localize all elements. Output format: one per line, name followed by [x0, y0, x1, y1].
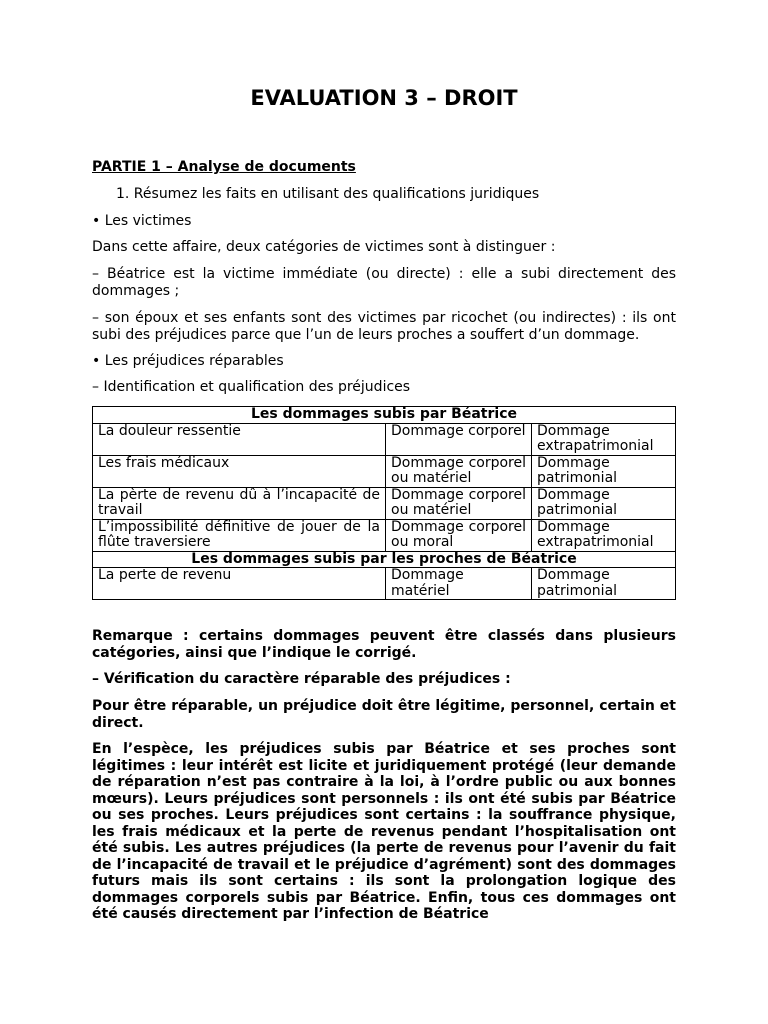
victims-bullet: • Les victimes: [92, 213, 192, 229]
type-b-cell: Dommage patrimonial: [532, 487, 676, 519]
type-a-cell: Dommage matériel: [386, 568, 532, 600]
table-row: [93, 568, 676, 600]
table-row: [93, 455, 676, 487]
type-a-cell: Dommage corporel: [386, 423, 532, 455]
document-title: EVALUATION 3 – DROIT: [250, 86, 518, 110]
type-a-cell: Dommage corporel ou moral: [386, 519, 532, 551]
table-row: [93, 423, 676, 455]
victim-direct: – Béatrice est la victime immédiate (ou directe) : elle a subi directement des dommages ;: [92, 266, 676, 299]
rule-paragraph: Pour être réparable, un préjudice doit être légitime, personnel, certain et direct.: [92, 698, 676, 731]
type-b-cell: Dommage extrapatrimonial: [532, 423, 676, 455]
damage-cell: Les frais médicaux: [93, 455, 386, 487]
type-a-cell: Dommage corporel ou matériel: [386, 487, 532, 519]
prejudices-subheading: – Identification et qualification des préjudices: [92, 379, 411, 395]
damage-cell: L’impossibilité définitive de jouer de la flûte traversiere: [93, 519, 386, 551]
part1-heading: PARTIE 1 – Analyse de documents: [92, 159, 356, 175]
type-b-cell: Dommage patrimonial: [532, 455, 676, 487]
prejudices-bullet: • Les préjudices réparables: [92, 353, 284, 369]
table-row: [93, 519, 676, 551]
type-b-cell: Dommage patrimonial: [532, 568, 676, 600]
verification-heading: – Vérification du caractère réparable des préjudices :: [92, 671, 511, 687]
damage-cell: La pèrte de revenu dû à l’incapacité de travail: [93, 487, 386, 519]
type-b-cell: Dommage extrapatrimonial: [532, 519, 676, 551]
victims-intro: Dans cette affaire, deux catégories de victimes sont à distinguer :: [92, 239, 556, 255]
question-1: 1. Résumez les faits en utilisant des qualifications juridiques: [116, 186, 540, 202]
table-row: [93, 487, 676, 519]
table-header-proches: Les dommages subis par les proches de Béatrice: [93, 551, 676, 568]
damage-cell: La douleur ressentie: [93, 423, 386, 455]
damages-table: [92, 406, 676, 600]
remark-paragraph: Remarque : certains dommages peuvent être classés dans plusieurs catégories, ainsi que l’indique le corrigé.: [92, 628, 676, 661]
table-header-row: [93, 407, 676, 424]
type-a-cell: Dommage corporel ou matériel: [386, 455, 532, 487]
table-header-beatrice: Les dommages subis par Béatrice: [93, 407, 676, 424]
damage-cell: La perte de revenu: [93, 568, 386, 600]
application-paragraph: En l’espèce, les préjudices subis par Béatrice et ses proches sont légitimes : leur intérêt est licite et juridiquement protégé (leur demande de réparation n’est pas contraire à la loi, à l’ordre public ou aux bonnes mœurs). Leurs préjudices sont personnels : ils ont été subis par Béatrice ou ses proches. Leurs préjudices sont certains : la souffrance physique, les frais médicaux et la perte de revenus pendant l’hospitalisation ont été subis. Les autres préjudices (la perte de revenus pour l’avenir du fait de l’incapacité de travail et le préjudice d’agrément) sont des dommages futurs mais ils sont certains : ils sont la prolongation logique des dommages corporels subis par Béatrice. Enfin, tous ces dommages ont été causés directement par l’infection de Béatrice: [92, 741, 676, 922]
victim-ricochet: – son époux et ses enfants sont des victimes par ricochet (ou indirectes) : ils ont subi des préjudices parce que l’un de leurs proches a souffert d’un dommage.: [92, 310, 676, 343]
table-header-row: [93, 551, 676, 568]
